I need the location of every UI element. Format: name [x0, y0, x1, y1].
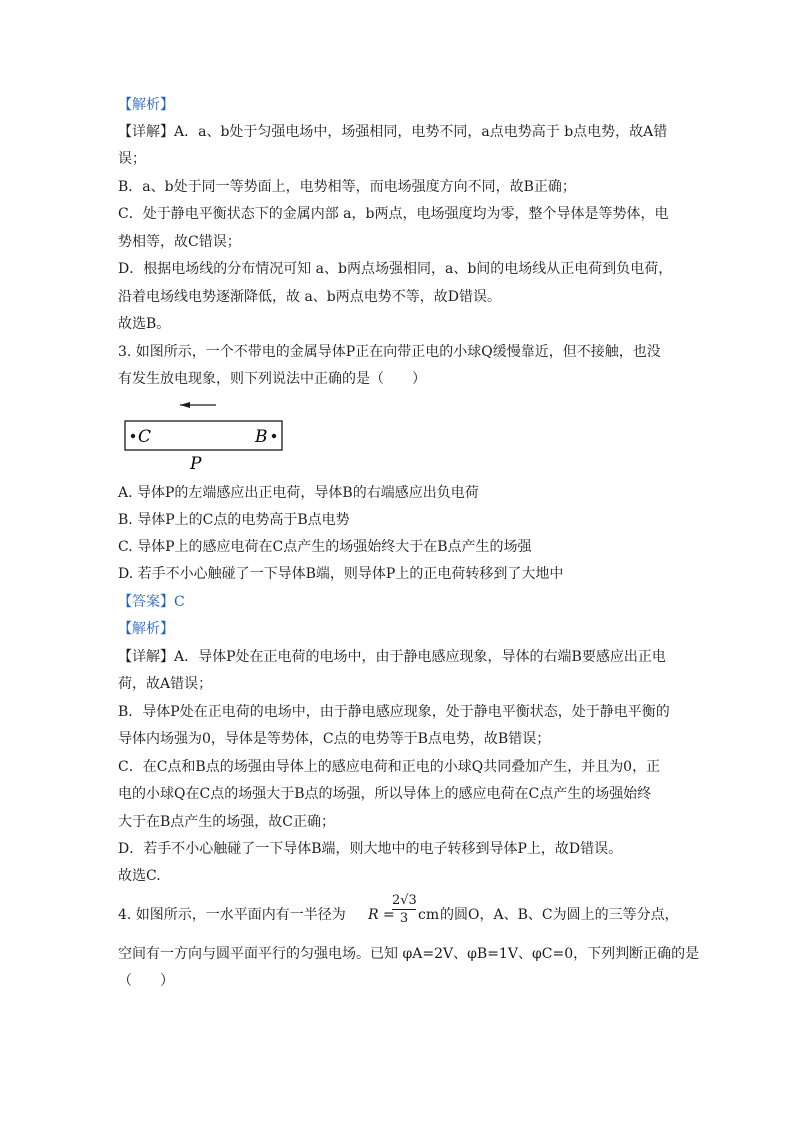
radius-unit: cm: [418, 907, 440, 923]
explanation-line: 荷，故A错误；: [118, 676, 213, 692]
conclusion-line: 故选C.: [118, 868, 161, 884]
fraction-bar: [392, 909, 416, 910]
explanation-line: 势相等，故C错误；: [118, 234, 241, 250]
explanation-line: 大于在B点产生的场强，故C正确；: [118, 814, 335, 830]
explanation-line: B．导体P处在正电荷的电场中，由于静电感应现象，处于静电平衡状态，处于静电平衡的: [118, 704, 670, 720]
label-c: C: [138, 427, 152, 447]
question-3-stem: 3. 如图所示，一个不带电的金属导体P正在向带正电的小球Q缓慢靠近，但不接触，也没: [118, 344, 661, 360]
explanation-line: D．若手不小心触碰了一下导体B端，则大地中的电子转移到导体P上，故D错误。: [118, 841, 623, 857]
explanation-line: B．a、b处于同一等势面上，电势相等，而电场强度方向不同，故B正确；: [118, 179, 576, 195]
question-4-stem: 空间有一方向与圆平面平行的匀强电场。已知 φA=2V、φB=1V、φC=0，下列判断正确的是: [118, 946, 700, 962]
analysis-heading: 【解析】: [118, 97, 174, 113]
radius-fraction: [392, 893, 416, 926]
explanation-line: 沿着电场线电势逐渐降低，故 a、b两点电势不等，故D错误。: [118, 289, 501, 305]
explanation-line: 导体内场强为0，导体是等势体，C点的电势等于B点电势，故B错误；: [118, 731, 551, 747]
label-b: B: [255, 427, 268, 447]
conclusion-line: 故选B。: [118, 316, 171, 332]
option-c: C. 导体P上的感应电荷在C点产生的场强始终大于在B点产生的场强: [118, 539, 532, 555]
radius-numerator: 2√3: [392, 893, 417, 908]
option-d: D. 若手不小心触碰了一下导体B端，则导体P上的正电荷转移到了大地中: [118, 566, 564, 582]
label-p: P: [190, 454, 202, 474]
explanation-line: D．根据电场线的分布情况可知 a、b两点场强相同，a、b间的电场线从正电荷到负电荷，: [118, 261, 673, 277]
question-4-stem-start: 4. 如图所示，一水平面内有一半径为: [118, 907, 346, 923]
explanation-line: 电的小球Q在C点的场强大于B点的场强，所以导体上的感应电荷在C点产生的场强始终: [118, 786, 652, 802]
point-b-dot: [272, 434, 276, 438]
analysis-heading: 【解析】: [118, 621, 174, 637]
answer-line: 【答案】C: [118, 594, 185, 610]
radius-lhs: R =: [368, 907, 395, 923]
explanation-line: C．处于静电平衡状态下的金属内部 a，b两点，电场强度均为零，整个导体是等势体，电: [118, 206, 669, 222]
radius-denominator: 3: [399, 911, 409, 926]
conductor-figure: [118, 394, 298, 474]
explanation-line: 【详解】A．a、b处于匀强电场中，场强相同，电势不同，a点电势高于 b点电势，故A错: [118, 124, 668, 140]
explanation-line: 【详解】A．导体P处在正电荷的电场中，由于静电感应现象，导体的右端B要感应出正电: [118, 649, 666, 665]
explanation-line: 误；: [118, 151, 146, 167]
explanation-line: C．在C点和B点的场强由导体上的感应电荷和正电的小球Q共同叠加产生，并且为0，正: [118, 759, 661, 775]
answer-blank: （ ）: [118, 973, 174, 989]
option-a: A. 导体P的左端感应出正电荷，导体B的右端感应出负电荷: [118, 485, 479, 501]
arrow-head-icon: [180, 402, 190, 408]
point-c-dot: [131, 434, 135, 438]
question-3-stem: 有发生放电现象，则下列说法中正确的是（ ）: [118, 371, 426, 387]
option-b: B. 导体P上的C点的电势高于B点电势: [118, 512, 350, 528]
question-4-stem-end: 的圆O，A、B、C为圆上的三等分点，: [440, 907, 679, 923]
